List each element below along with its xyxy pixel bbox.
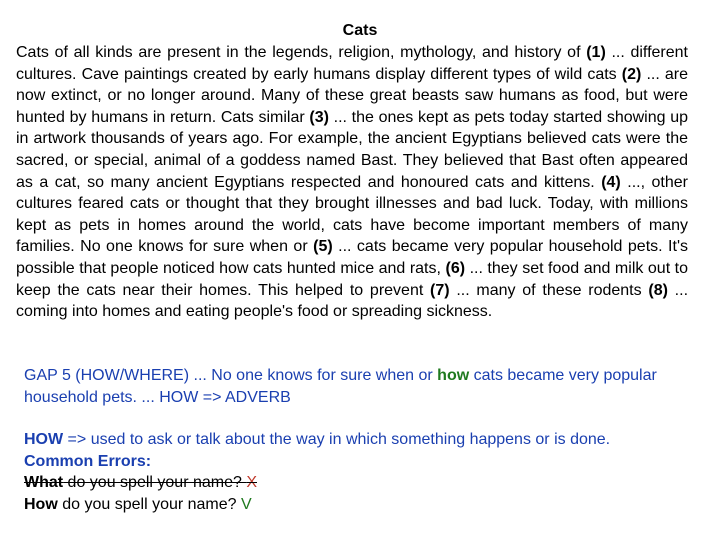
gap-number: (3) (309, 108, 329, 126)
passage-text: ... cats became very popular household pets. It's possible that people noticed how cats hunted mice and rats, (16, 238, 688, 277)
wrong-example (24, 472, 704, 494)
wrong-example-rest: do you spell your name? (63, 474, 247, 491)
definition-term: HOW (24, 431, 64, 448)
document-title: Cats (342, 22, 378, 39)
right-example-rest: do you spell your name? (57, 495, 241, 513)
wrong-example-word: What (24, 474, 64, 491)
gap-number: (7) (430, 281, 450, 299)
passage-text: ..., other cultures feared cats or thought that they brought illnesses and bad luck. Today, with millions kept as pets in homes around the world, cats have become important members of many families. No one knows for sure when or (16, 173, 689, 256)
passage-text: ... coming into homes and eating people's food or spreading sickness. (16, 281, 689, 321)
passage-text: Cats of all kinds are present in the legends, religion, mythology, and history of (16, 44, 587, 61)
passage-text: ... are now extinct, or no longer around. Many of these great beasts saw humans as food, but were hunted by humans in return. Cats similar (16, 65, 688, 126)
gap-number: (8) (648, 281, 668, 299)
wrong-mark: X (246, 474, 257, 491)
passage-text: ... different cultures. Cave paintings created by early humans display different types of wild cats (16, 44, 689, 83)
right-example-word: How (24, 495, 58, 513)
passage-text: ... they set food and milk out to keep the cats near their homes. This helped to prevent (16, 259, 689, 299)
common-errors-heading: Common Errors: (24, 452, 152, 470)
definition-block (24, 429, 704, 515)
gap-number: (1) (586, 44, 606, 61)
right-mark: V (241, 495, 252, 513)
passage-text: ... many of these rodents (449, 281, 649, 299)
gap-note-before: GAP 5 (HOW/WHERE) ... No one knows for sure when or (24, 367, 438, 384)
definition-line (24, 429, 704, 451)
right-example (24, 494, 704, 516)
gap-number: (4) (601, 173, 621, 191)
gap-number: (6) (445, 259, 466, 277)
definition-text: => used to ask or talk about the way in which something happens or is done. (63, 431, 611, 448)
passage-text: ... the ones kept as pets today started showing up in artwork thousands of years ago. For example, the ancient Egyptians believed cats were the sacred, or special, animal of a goddess named Bast. They believed that Bast often appeared as a cat, so many ancient Egyptians respected and honoured cats and kittens. (16, 108, 689, 191)
gap-note-after: cats became very popular household pets. ... HOW => ADVERB (24, 367, 657, 406)
reading-passage (16, 42, 688, 323)
gap-5-explanation (24, 365, 694, 409)
gap-number: (2) (621, 65, 642, 83)
gap-number: (5) (313, 238, 333, 256)
gap-answer-word: how (437, 367, 470, 384)
